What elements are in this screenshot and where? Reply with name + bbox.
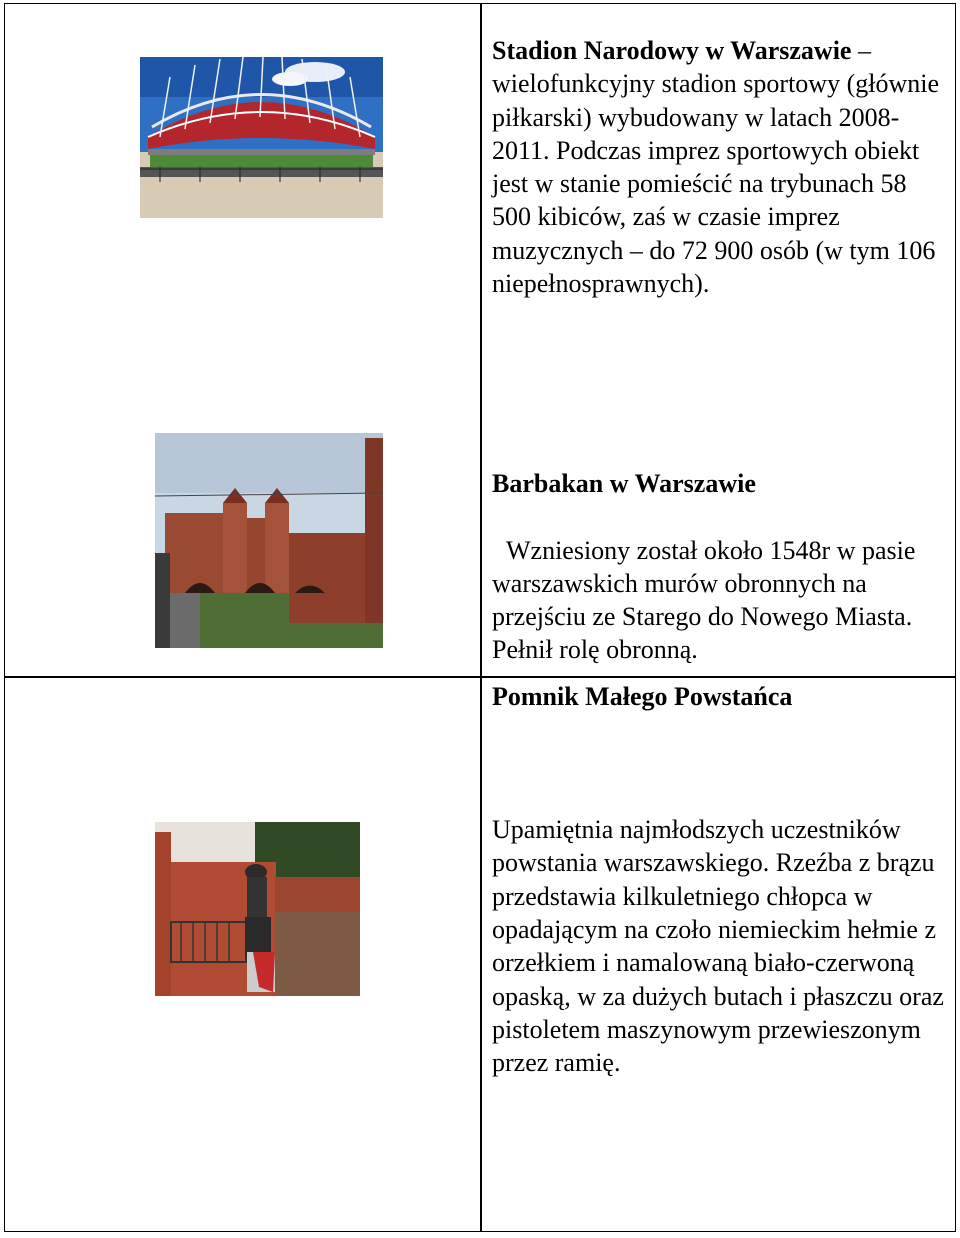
stadium-title-dash: – <box>851 36 871 65</box>
stadium-title: Stadion Narodowy w Warszawie <box>492 36 852 65</box>
monument-photo <box>155 822 360 996</box>
barbican-description: Wzniesiony został około 1548r w pasie warszawskich murów obronnych na przejściu ze Starego do Nowego Miasta. Pełnił rolę obronną. <box>492 535 916 665</box>
row-divider <box>4 676 956 678</box>
monument-description: Upamiętnia najmłodszych uczestników powstania warszawskiego. Rzeźba z brązu przedstawia kilkuletniego chłopca w opadającym na czoło niemieckim hełmie z orzełkiem i namalowaną biało-czerwoną opaską, w za dużych butach i płaszczu oraz pistoletem maszynowym przewieszonym przez ramię. <box>492 815 944 1078</box>
stadium-description: wielofunkcyjny stadion sportowy (głównie piłkarski) wybudowany w latach 2008-2011. Podczas imprez sportowych obiekt jest w stanie pomieścić na trybunach 58 500 kibiców, zaś w czasie imprez muzycznych – do 72 900 osób (w tym 106 niepełnosprawnych). <box>492 69 939 299</box>
monument-title: Pomnik Małego Powstańca <box>492 682 793 711</box>
barbican-title: Barbakan w Warszawie <box>492 469 756 498</box>
stadium-photo <box>140 57 383 218</box>
barbican-text <box>492 467 950 667</box>
stadium-text <box>492 34 950 300</box>
column-divider <box>480 3 482 1232</box>
barbican-photo <box>155 433 383 648</box>
monument-text <box>492 680 950 1080</box>
